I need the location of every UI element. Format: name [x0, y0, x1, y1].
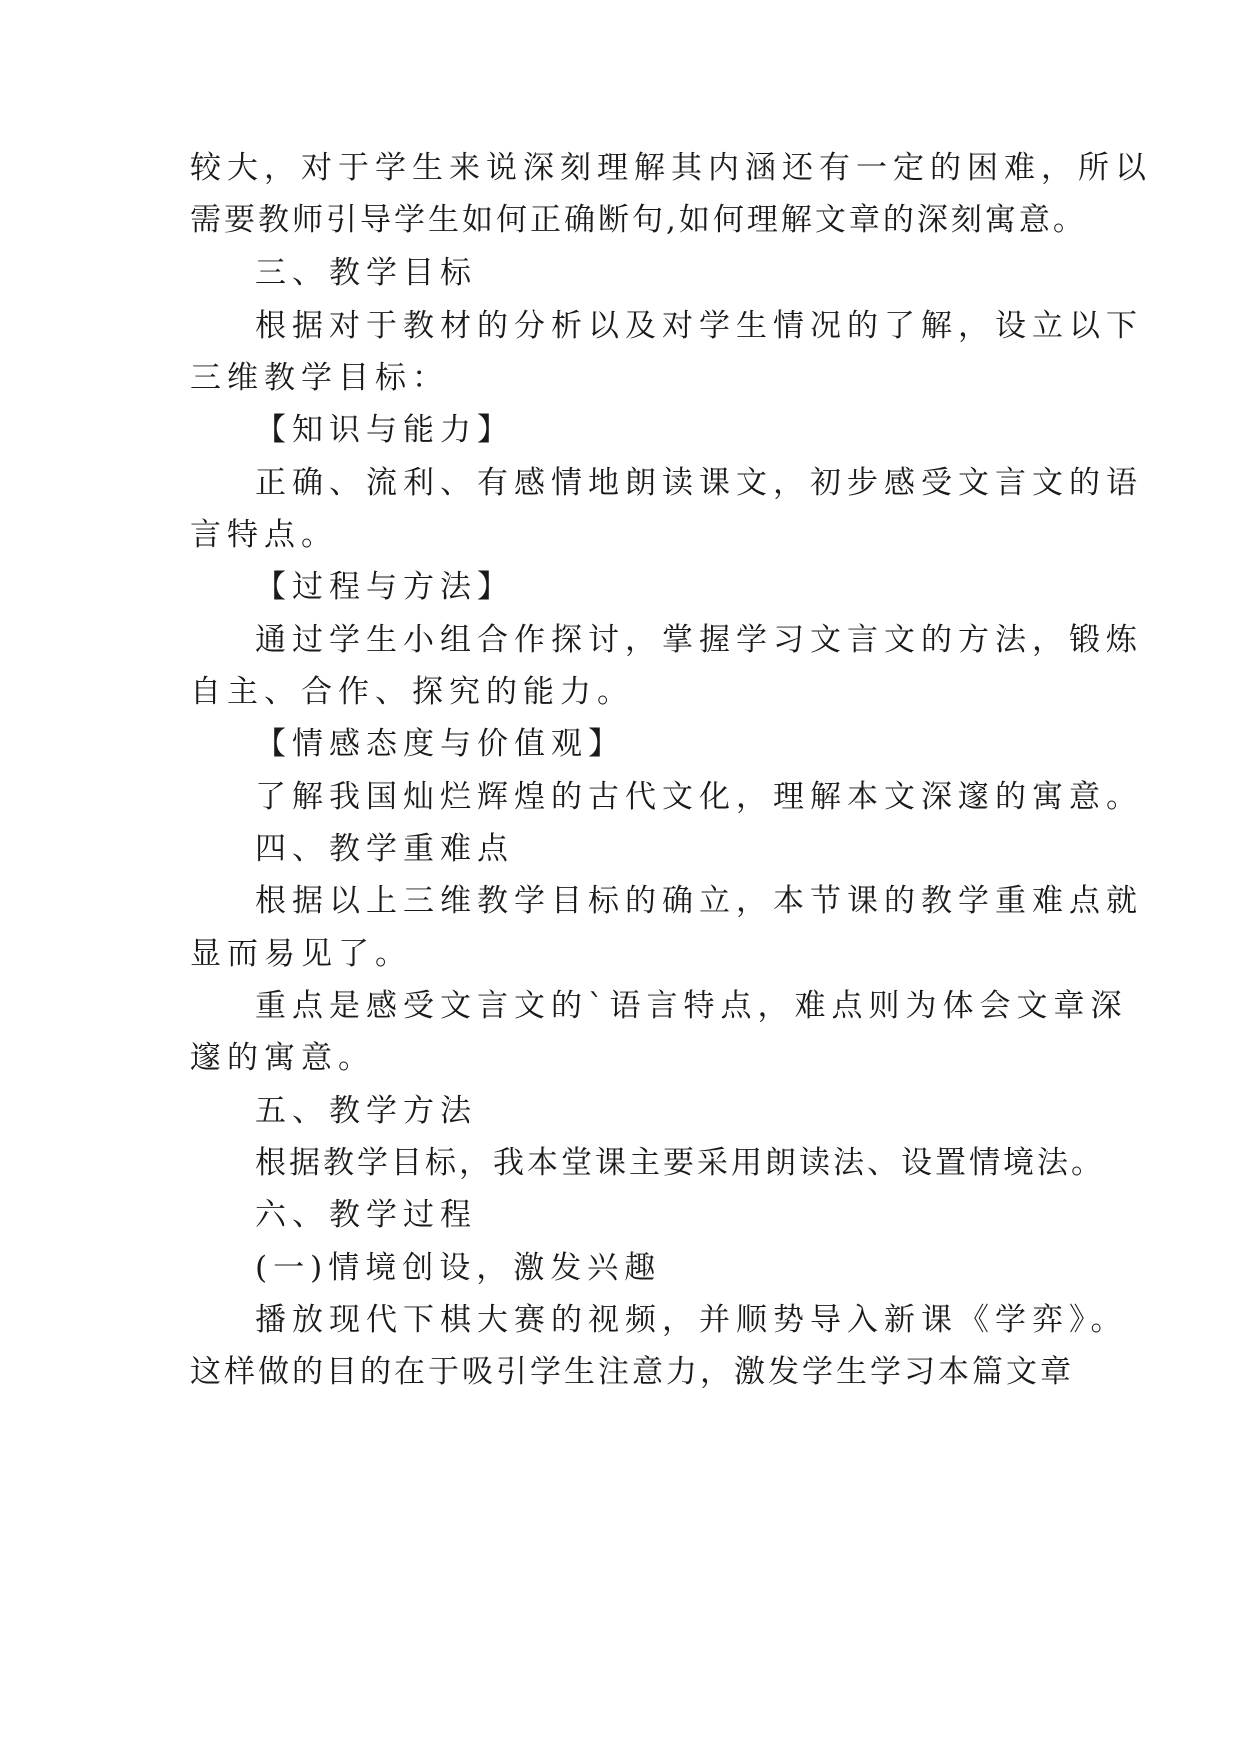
paragraph-line: 言特点。: [190, 517, 338, 553]
paragraph-line: 根据对于教材的分析以及对学生情况的了解，设立以下: [255, 308, 1143, 344]
section-heading: 四、教学重难点: [255, 831, 514, 867]
subheading: 【知识与能力】: [255, 412, 514, 448]
paragraph-line: 根据教学目标，我本堂课主要采用朗读法、设置情境法。: [255, 1145, 1105, 1181]
paragraph-line: 播放现代下棋大赛的视频，并顺势导入新课《学弈》。: [255, 1302, 1128, 1338]
paragraph-line: 自主、合作、探究的能力。: [190, 674, 634, 710]
subheading: 【过程与方法】: [255, 569, 514, 605]
section-heading: 三、教学目标: [255, 255, 477, 291]
section-heading: 六、教学过程: [255, 1197, 477, 1233]
paragraph-line: 需要教师引导学生如何正确断句,如何理解文章的深刻寓意。: [190, 202, 1087, 238]
paragraph-line: 重点是感受文言文的`语言特点，难点则为体会文章深: [255, 988, 1128, 1024]
paragraph-line: 根据以上三维教学目标的确立，本节课的教学重难点就: [255, 883, 1143, 919]
subheading: 【情感态度与价值观】: [255, 726, 625, 762]
paragraph-line: 较大，对于学生来说深刻理解其内涵还有一定的困难，所以: [190, 150, 1152, 186]
paragraph-line: 正确、流利、有感情地朗读课文，初步感受文言文的语: [255, 465, 1143, 501]
paragraph-line: 了解我国灿烂辉煌的古代文化，理解本文深邃的寓意。: [255, 779, 1143, 815]
paragraph-line: 邃的寓意。: [190, 1040, 375, 1076]
paragraph-line: 通过学生小组合作探讨，掌握学习文言文的方法，锻炼: [255, 622, 1143, 658]
section-heading: 五、教学方法: [255, 1093, 477, 1129]
paragraph-line: 这样做的目的在于吸引学生注意力，激发学生学习本篇文章: [190, 1354, 1074, 1390]
paragraph-line: 三维教学目标：: [190, 360, 449, 396]
paragraph-line: 显而易见了。: [190, 936, 412, 972]
subheading: (一)情境创设，激发兴趣: [255, 1250, 662, 1286]
